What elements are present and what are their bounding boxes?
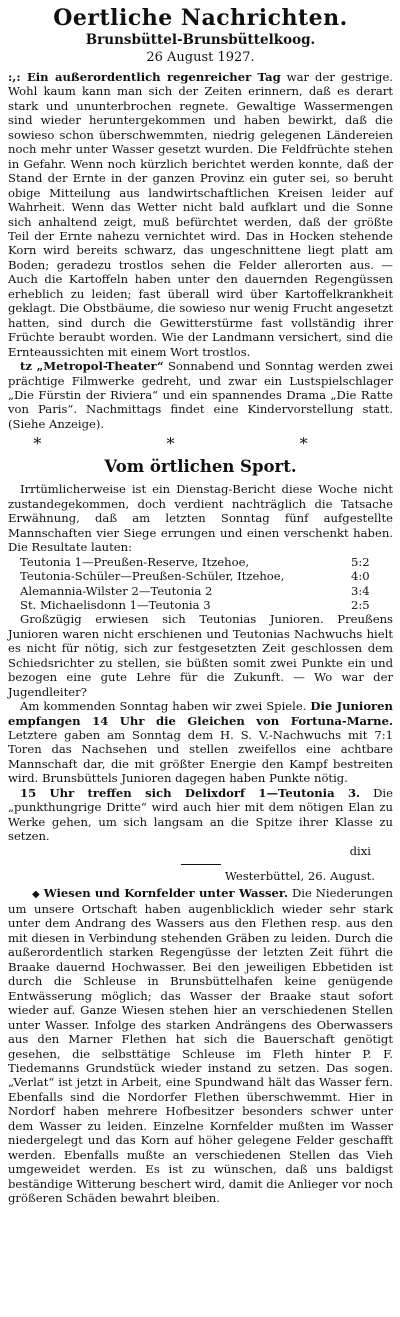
article-flooding-text: Die Niederungen um unsere Ortschaft haben augenblicklich wieder sehr stark unter dem Andrang des Wassers aus den Flethen resp. aus den mit diesen in Verbindung stehenden Gräben zu leiden. Durch die außerordentlich starken Regengüsse der letzten Zeit führt die Braake dauernd Hochwasser. Bei den jeweiligen Ebbetiden ist durch die Schleuse in Brunsbüttelhafen keine genügende Entwässerung möglich; das Wasser der Braake staut sofort wieder auf. Ganze Wiesen stehen hier an verschiedenen Stellen unter Wasser. Infolge des starken Andrängens des Oberwassers aus den Marner Flethen hat sich die Bauerschaft genötigt gesehen, die selbsttätige Schleuse im Fleth hinter P. F. Tiedemanns Grundstück wieder instand zu setzen. Das sogen. „Verlat“ ist jetzt in Arbeit, eine Spundwand hält das Wasser fern. Ebenfalls sind die Nordorfer Flethen überschwemmt. Hier in Nordorf haben mehrere Hofbesitzer besonders schwer unter dem Wasser zu leiden. Einzelne Kornfelder mußten im Wasser niedergelegt und das Korn auf höher gelegene Felder geschafft werden. Ebenfalls mußte an verschiedenen Stellen das Vieh umgeweidet werden. Es ist zu wünschen, daß uns baldigst beständige Witterung beschert wird, damit die Anlieger vor noch größeren Schäden bewahrt bleiben.	[8, 885, 393, 1206]
article-divider	[181, 864, 221, 865]
article-rain-lead: :,: Ein außerordentlich regenreicher Tag	[8, 70, 281, 84]
result-score: 2:5	[351, 597, 370, 612]
result-match: Alemannia-Wilster 2—Teutonia 2	[20, 583, 213, 598]
result-score: 4:0	[351, 569, 370, 584]
result-match: St. Michaelisdonn 1—Teutonia 3	[20, 597, 211, 612]
next-games-juniors: Die Junioren empfangen 14 Uhr die Gleichen von Fortuna-Marne.	[8, 699, 393, 728]
sport-intro: Irrtümlicherweise ist ein Dienstag-Bericht diese Woche nicht zustandegekommen, doch verdient nachträglich die Tatsache Erwähnung, daß am letzten Sonntag fünf aufgestellte Mannschaften vier Siege errungen und einen verschenkt haben. Die Resultate lauten:	[8, 482, 393, 555]
third-team-lead: 15 Uhr treffen sich Delixdorf 1—Teutonia 3.	[20, 785, 361, 800]
sport-next-games-paragraph	[8, 699, 393, 786]
article-theater-lead: tz „Metropol-Theater“	[20, 359, 164, 374]
article-theater	[8, 359, 393, 431]
section-separator: * * *	[33, 434, 368, 454]
results-table	[8, 555, 393, 613]
result-score: 3:4	[351, 583, 370, 598]
result-row	[8, 584, 393, 598]
issue-date: 26 August 1927.	[146, 50, 255, 65]
next-games-intro: Am kommenden Sonntag haben wir zwei Spiele.	[20, 699, 311, 714]
bullet-arrow-icon: ◆	[32, 888, 40, 900]
author-signature: dixi	[349, 843, 371, 858]
next-games-detail: Letztere gaben am Sonntag dem H. S. V.-Nachwuchs mit 7:1 Toren das Nachsehen und stellen zweifellos eine achtbare Mannschaft dar, die mit größter Energie den Kampf bestreiten wird. Brunsbüttels Junioren dagegen haben Punkte nötig.	[8, 728, 393, 786]
article-theater-text: Sonnabend und Sonntag werden zwei prächtige Filmwerke gedreht, und zwar ein Lustspielschlager „Die Fürstin der Riviera“ und ein spannendes Drama „Die Ratte von Paris“. Nachmittags findet eine Kindervorstellung statt. (Siehe Anzeige).	[8, 359, 393, 431]
sport-juniors-paragraph: Großzügig erwiesen sich Teutonias Junioren. Preußens Junioren waren nicht erschienen und Teutonias Nachwuchs hielt es nicht für nötig, sich zur festgesetzten Zeit geschlossen dem Schiedsrichter zu stellen, sie büßten somit zwei Punkte ein und bezogen eine gute Lehre für die Zukunft. — Wo war der Jugendleiter?	[8, 612, 393, 699]
third-team-text: Die „punkthungrige Dritte“ wird auch hier mit dem nötigen Elan zu Werke gehen, um sich langsam an die Spitze ihrer Klasse zu setzen.	[8, 785, 393, 844]
article-rain	[8, 70, 393, 359]
result-row	[8, 569, 393, 583]
sport-third-team-paragraph	[8, 786, 393, 844]
article-flooding-lead: Wiesen und Kornfelder unter Wasser.	[43, 885, 288, 900]
article-flooding	[8, 886, 393, 1206]
result-match: Teutonia-Schüler—Preußen-Schüler, Itzehoe,	[20, 569, 285, 584]
sport-heading: Vom örtlichen Sport.	[104, 457, 297, 477]
result-row	[8, 555, 393, 569]
result-match: Teutonia 1—Preußen-Reserve, Itzehoe,	[20, 554, 250, 569]
article-rain-text: war der gestrige. Wohl kaum kann man sich der Zeiten erinnern, daß es derart stark und ununterbrochen regnete. Gewaltige Wassermengen sind wieder heruntergekommen und haben bewirkt, daß die sowieso schon überschwemmten, niedrig gelegenen Ländereien noch mehr unter Wasser gesetzt wurden. Die Feldfrüchte stehen in Gefahr. Wenn noch kürzlich berichtet werden konnte, daß der Stand der Ernte in der ganzen Provinz ein guter sei, so beruht obige Mitteilung aus landwirtschaftlichen Kreisen leider auf Wahrheit. Wenn das Wetter nicht bald aufklart und die Sonne sich anhaltend zeigt, muß befürchtet werden, daß der größte Teil der Ernte nahezu vernichtet wird. Das in Hocken stehende Korn wird bereits schwarz, das ungeschnittene liegt platt am Boden; geradezu trostlos sehen die Felder allerorten aus. — Auch die Kartoffeln haben unter den dauernden Regengüssen erheblich zu leiden; fast überall wird über Kartoffelkrankheit geklagt. Die Obstbäume, die sowieso nur wenig Frucht angesetzt hatten, sind durch die Gewitterstürme fast vollständig ihrer Früchte beraubt worden. Wie der Landmann versichert, sind die Ernteaussichten mit einem Wort trostlos.	[8, 70, 393, 359]
westerbuettel-dateline: Westerbüttel, 26. August.	[224, 869, 375, 884]
section-title: Oertliche Nachrichten.	[53, 5, 348, 31]
result-score: 5:2	[351, 554, 370, 569]
result-row	[8, 598, 393, 612]
section-subtitle: Brunsbüttel-Brunsbüttelkoog.	[85, 32, 316, 48]
